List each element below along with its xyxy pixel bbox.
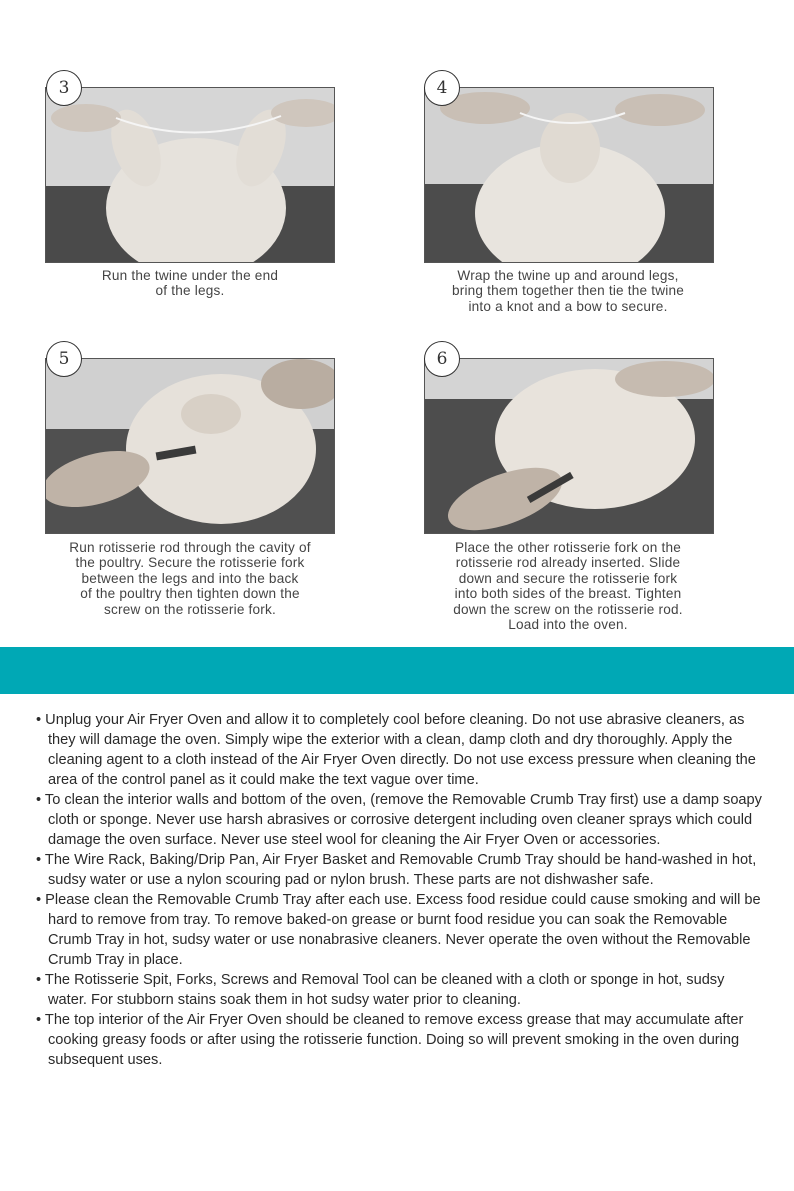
caption-line: the poultry. Secure the rotisserie fork bbox=[75, 555, 305, 571]
step-4-number-badge: 4 bbox=[424, 70, 460, 106]
caption-line: rotisserie rod already inserted. Slide bbox=[455, 555, 681, 571]
caption-line: into a knot and a bow to secure. bbox=[468, 298, 668, 314]
step-5-caption bbox=[40, 540, 340, 617]
caption-line: of the poultry then tighten down the bbox=[80, 586, 300, 602]
caption-line: Load into the oven. bbox=[508, 617, 628, 633]
caption-line: into both sides of the breast. Tighten bbox=[454, 586, 682, 602]
caption-line: bring them together then tie the twine bbox=[451, 283, 685, 299]
caption-line: between the legs and into the back bbox=[81, 570, 299, 586]
step-3-number-badge: 3 bbox=[46, 70, 82, 106]
step-3-photo bbox=[45, 87, 335, 263]
caption-line: Run rotisserie rod through the cavity of bbox=[69, 540, 311, 555]
list-item: • The Wire Rack, Baking/Drip Pan, Air Fryer Basket and Removable Crumb Tray should be hand-washed in hot, sudsy water or use a nylon scouring pad or nylon brush. These parts are not dishwasher safe. bbox=[36, 850, 766, 890]
caption-line: screw on the rotisserie fork. bbox=[103, 601, 276, 617]
caption-line: down the screw on the rotisserie rod. bbox=[453, 601, 683, 617]
step-6-caption bbox=[418, 540, 718, 632]
step-5-number-badge: 5 bbox=[46, 341, 82, 377]
cleaning-instructions-list bbox=[36, 710, 766, 1070]
caption-line: of the legs. bbox=[155, 283, 225, 299]
caption-line: down and secure the rotisserie fork bbox=[458, 570, 678, 586]
list-item: • Unplug your Air Fryer Oven and allow it to completely cool before cleaning. Do not use abrasive cleaners, as they will damage the oven. Simply wipe the exterior with a clean, damp cloth and dry thoroughly. Apply the cleaning agent to a cloth instead of the Air Fryer Oven directly. Do not use excess pressure when cleaning the area of the control panel as it could make the text vague over time. bbox=[36, 710, 766, 790]
step-4-caption bbox=[418, 268, 718, 314]
step-5-photo bbox=[45, 358, 335, 534]
step-3-caption bbox=[40, 268, 340, 299]
caption-line: Run the twine under the end bbox=[101, 268, 279, 283]
list-item: • The Rotisserie Spit, Forks, Screws and Removal Tool can be cleaned with a cloth or sponge in hot, sudsy water. For stubborn stains soak them in hot sudsy water prior to cleaning. bbox=[36, 970, 766, 1010]
list-item: • Please clean the Removable Crumb Tray after each use. Excess food residue could cause smoking and will be hard to remove from tray. To remove baked-on grease or burnt food residue you can soak the Removable Crumb Tray in hot, sudsy water or use nonabrasive cleaners. Never operate the oven without the Removable Crumb Tray in place. bbox=[36, 890, 766, 970]
list-item: • To clean the interior walls and bottom of the oven, (remove the Removable Crumb Tray first) use a damp soapy cloth or sponge. Never use harsh abrasives or corrosive detergent including oven cleaner sprays which could damage the oven surface. Never use steel wool for cleaning the Air Fryer Oven or accessories. bbox=[36, 790, 766, 850]
step-6-photo bbox=[424, 358, 714, 534]
section-header-band bbox=[0, 647, 794, 694]
caption-line: Place the other rotisserie fork on the bbox=[455, 540, 681, 555]
step-6-number-badge: 6 bbox=[424, 341, 460, 377]
list-item: • The top interior of the Air Fryer Oven should be cleaned to remove excess grease that may accumulate after cooking greasy foods or after using the rotisserie function. Doing so will prevent smoking in the oven during subsequent uses. bbox=[36, 1010, 766, 1070]
caption-line: Wrap the twine up and around legs, bbox=[457, 268, 679, 283]
step-4-photo bbox=[424, 87, 714, 263]
